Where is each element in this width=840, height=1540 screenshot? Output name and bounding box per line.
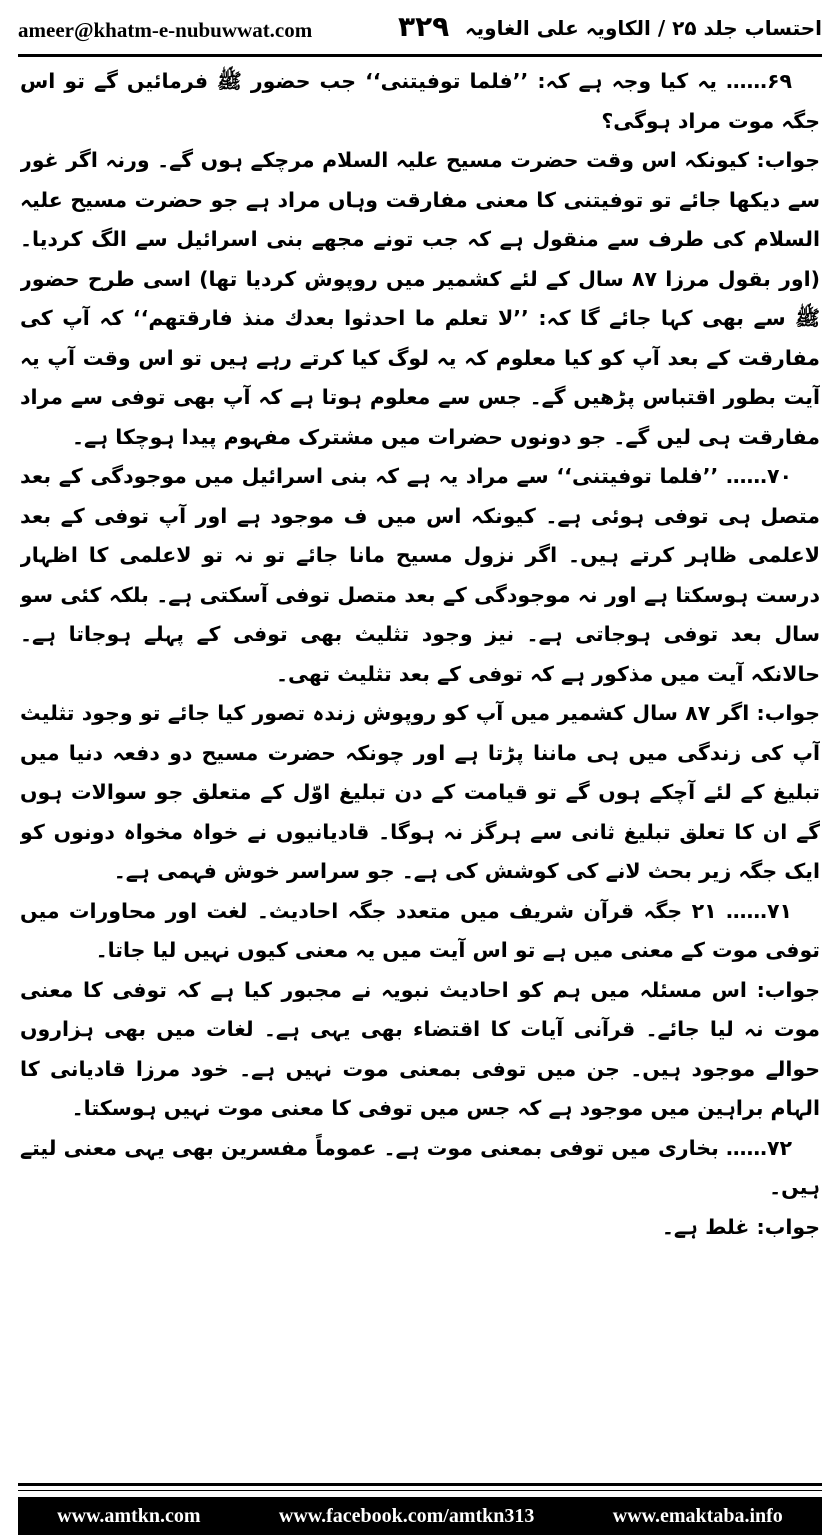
question-72 bbox=[20, 1129, 820, 1208]
answer-72 bbox=[20, 1208, 820, 1248]
page-footer bbox=[18, 1497, 822, 1535]
footer-rule-thick bbox=[18, 1483, 822, 1486]
answer-text: کیونکہ اس وقت حضرت مسیح علیہ السلام مرچکے ہوں گے۔ ورنہ اگر غور سے دیکھا جائے تو توفیتنی کا معنی مفارقت وہاں مراد ہے جو حضرت مسیح علیہ السلام کی طرف سے منقول ہے کہ جب تونے مجھے بنی اسرائیل سے الگ کردیا۔ (اور بقول مرزا ۸۷ سال کے لئے کشمیر میں روپوش کردیا تھا) اسی طرح حضور ﷺ سے بھی کہا جائے گا کہ: ’’لا تعلم ما احدثوا بعدك منذ فارقتهم‘‘ کہ آپ کی مفارقت کے بعد آپ کو کیا معلوم کہ یہ لوگ کیا کرتے رہے ہیں تو اس وقت آپ یہ آیت بطور اقتباس پڑھیں گے۔ جس سے معلوم ہوتا ہے کہ آپ بھی توفی سے مراد مفارقت ہی لیں گے۔ جو دونوں حضرات میں مشترک مفہوم پیدا ہوچکا ہے۔ bbox=[20, 148, 820, 449]
footer-link-facebook[interactable]: www.facebook.com/amtkn313 bbox=[278, 1504, 535, 1527]
question-69 bbox=[20, 62, 820, 141]
question-text: ’’فلما توفیتنی‘‘ سے مراد یہ ہے کہ بنی اسرائیل میں موجودگی کے بعد متصل ہی توفی ہوئی ہے۔ کیونکہ اس میں ف موجود ہے اور آپ توفی کے بعد لاعلمی ظاہر کرتے ہیں۔ اگر نزول مسیح مانا جائے تو نہ تو لاعلمی کا اظہار درست ہوسکتا ہے اور نہ موجودگی کے بعد متصل توفی آسکتی ہے۔ بلکہ کئی سو سال بعد توفی ہوجاتی ہے۔ نیز وجود تثلیث بھی توفی کے پہلے ہوجاتا ہے۔ حالانکہ آیت میں مذکور ہے کہ توفی کے بعد تثلیث تھی۔ bbox=[20, 464, 820, 686]
footer-rule-thin bbox=[18, 1490, 822, 1491]
question-number: ۷۱…… bbox=[725, 898, 792, 923]
question-70 bbox=[20, 457, 820, 694]
question-71 bbox=[20, 892, 820, 971]
footer-link-amtkn[interactable]: www.amtkn.com bbox=[57, 1504, 201, 1527]
header-email[interactable]: ameer@khatm-e-nubuwwat.com bbox=[18, 18, 313, 42]
footer-link-emaktaba[interactable]: www.emaktaba.info bbox=[612, 1504, 783, 1527]
answer-label: جواب: bbox=[756, 701, 820, 725]
answer-69 bbox=[20, 141, 820, 457]
page-number: ۳۲۹ bbox=[398, 10, 450, 43]
answer-text: اس مسئلہ میں ہم کو احادیث نبویہ نے مجبور کیا ہے کہ توفی کا معنی موت نہ لیا جائے۔ قرآنی آیات کا اقتضاء بھی یہی ہے۔ لغات میں بھی ہزاروں حوالے موجود ہیں۔ جن میں توفی بمعنی موت نہیں ہے۔ خود مرزا قادیانی کا الہام براہین میں موجود ہے کہ جس میں توفی کا معنی موت نہیں ہوسکتا۔ bbox=[20, 977, 820, 1120]
page-body bbox=[20, 62, 820, 1474]
header-rule bbox=[18, 54, 822, 57]
page-header bbox=[18, 10, 822, 54]
book-title: احتساب جلد ۲۵ / الکاویہ علی الغاویہ bbox=[464, 16, 822, 40]
answer-label: جواب: bbox=[756, 1214, 820, 1239]
answer-71 bbox=[20, 971, 820, 1129]
question-text: یہ کیا وجہ ہے کہ: ’’فلما توفیتنی‘‘ جب حضور ﷺ فرمائیں گے تو اس جگہ موت مراد ہوگی؟ bbox=[20, 69, 820, 133]
question-text: ۲۱ جگہ قرآن شریف میں متعدد جگہ احادیث۔ لغت اور محاورات میں توفی موت کے معنی میں ہے تو اس آیت میں یہ معنی کیوں نہیں لیا جاتا۔ bbox=[20, 898, 820, 962]
question-number: ۶۹…… bbox=[725, 69, 792, 93]
question-number: ۷۲…… bbox=[725, 1135, 792, 1160]
answer-label: جواب: bbox=[756, 148, 820, 172]
answer-text: اگر ۸۷ سال کشمیر میں آپ کو روپوش زندہ تصور کیا جائے تو وجود تثلیث آپ کی زندگی میں ہی ماننا پڑتا ہے اور چونکہ حضرت مسیح دو دفعہ دنیا میں تبلیغ کے لئے آچکے ہوں گے تو قیامت کے دن تبلیغ اوّل کے متعلق جو سوالات ہوں گے ان کا تعلق تبلیغ ثانی سے ہرگز نہ ہوگا۔ قادیانیوں نے خواہ مخواہ دونوں کو ایک جگہ زیر بحث لانے کی کوشش کی ہے۔ جو سراسر خوش فہمی ہے۔ bbox=[20, 701, 820, 883]
answer-text: غلط ہے۔ bbox=[661, 1214, 750, 1239]
answer-70 bbox=[20, 694, 820, 892]
answer-label: جواب: bbox=[756, 977, 820, 1002]
question-number: ۷۰…… bbox=[725, 464, 792, 488]
question-text: بخاری میں توفی بمعنی موت ہے۔ عموماً مفسرین بھی یہی معنی لیتے ہیں۔ bbox=[20, 1135, 820, 1199]
